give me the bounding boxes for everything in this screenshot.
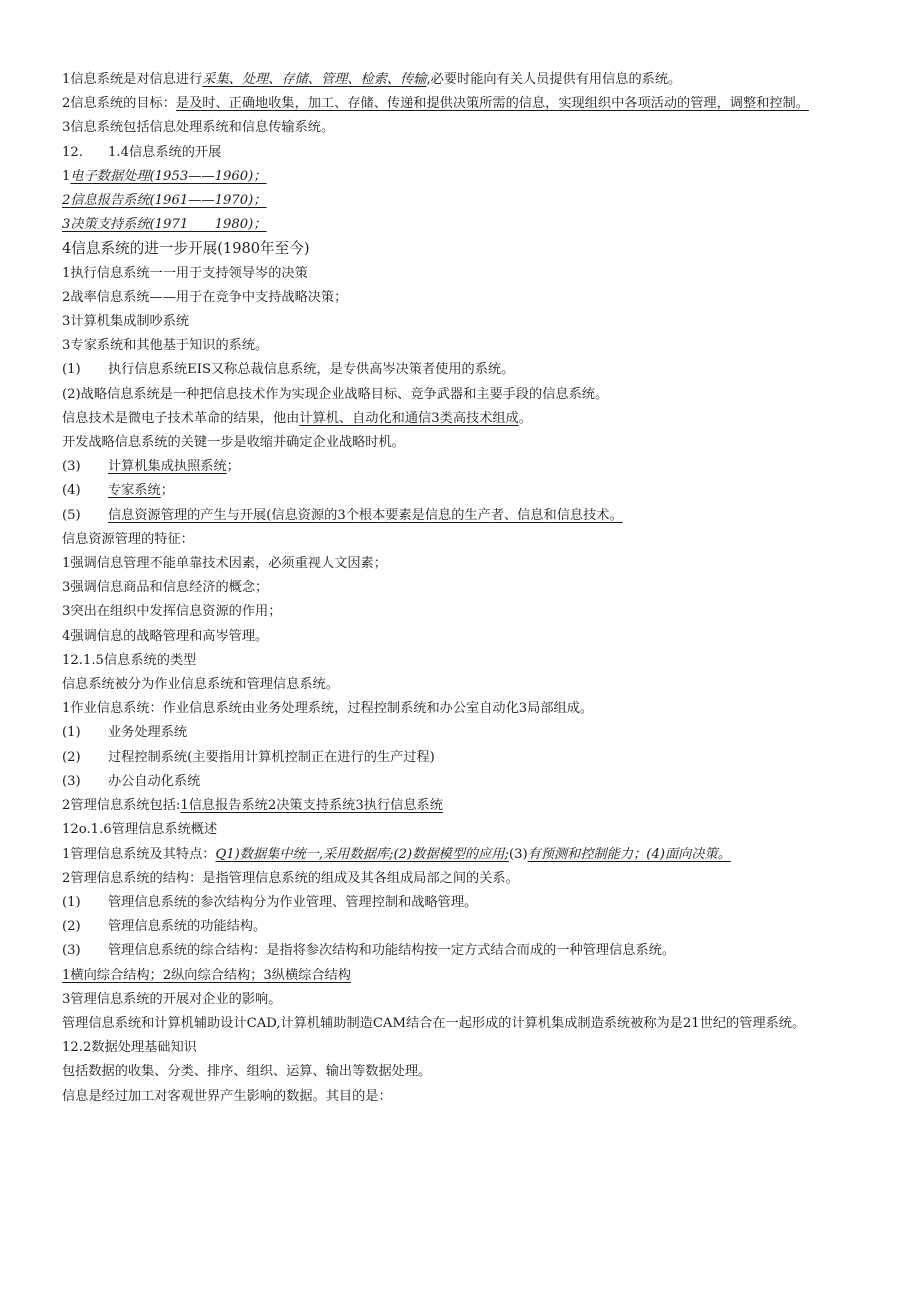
line-21: 1强调信息管理不能单靠技术因素，必须重视人文因素； [62, 556, 387, 572]
line-38: 1横向综合结构；2纵向综合结构；3纵横综合结构 [62, 967, 351, 983]
line-42: 包括数据的收集、分类、排序、组织、运算、输出等数据处理。 [62, 1064, 432, 1080]
line-further-dev: 4信息系统的进一步开展(1980年至今) [62, 240, 310, 258]
line-15: 信息技术是微电子技术革命的结果，他由计算机、自动化和通信3类高技术组成。 [62, 410, 532, 426]
line-20: 信息资源管理的特征： [62, 531, 194, 547]
section-heading-2: 12.2数据处理基础知识 [62, 1040, 197, 1056]
line-11: 3计算机集成制吵系统 [62, 314, 190, 330]
line-17: (3) 计算机集成执照系统； [62, 459, 240, 475]
section-heading-1-4: 12. 1.4信息系统的开展 [62, 144, 222, 160]
line-30: (3) 办公自动化系统 [62, 773, 201, 789]
line-dss: 3决策支持系统(1971 1980)； [62, 217, 267, 233]
line-3: 3信息系统包括信息处理系统和信息传输系统。 [62, 120, 335, 136]
line-35: (1) 管理信息系统的参次结构分为作业管理、管理控制和战略管理。 [62, 894, 478, 910]
line-40: 管理信息系统和计算机辅助设计CAD,计算机辅助制造CAM结合在一起形成的计算机集成制造系统被称为是21世纪的管理系统。 [62, 1015, 806, 1031]
line-27: 1作业信息系统：作业信息系统由业务处理系统，过程控制系统和办公室自动化3局部组成。 [62, 701, 594, 717]
line-43: 信息是经过加工对客观世界产生影响的数据。其目的是： [62, 1088, 392, 1104]
line-2: 2信息系统的目标：是及时、正确地收集，加工、存储、传递和提供决策所需的信息，实现组织中各项活动的管理，调整和控制。 [62, 96, 809, 112]
section-heading-1-5: 12.1.5信息系统的类型 [62, 652, 197, 668]
line-9: 1执行信息系统一一用于支持领导岑的决策 [62, 265, 308, 281]
line-28: (1) 业务处理系统 [62, 725, 188, 741]
line-33: 1管理信息系统及其特点：Q1)数据集中统一,采用数据库;(2)数据模型的应用;(3)有预测和控制能力；(4)面向决策。 [62, 846, 731, 862]
line-39: 3管理信息系统的开展对企业的影响。 [62, 991, 282, 1007]
line-18: (4) 专家系统； [62, 483, 174, 499]
line-37: (3) 管理信息系统的综合结构：是指将参次结构和功能结构按一定方式结合而成的一种管理信息系统。 [62, 943, 676, 959]
line-14: (2)战略信息系统是一种把信息技术作为实现企业战略目标、竞争武器和主要手段的信息系统。 [62, 386, 609, 402]
line-29: (2) 过程控制系统(主要指用计算机控制正在进行的生产过程) [62, 749, 435, 765]
line-24: 4强调信息的战略管理和高岑管理。 [62, 628, 269, 644]
line-19: (5) 信息资源管理的产生与开展(信息资源的3个根本要素是信息的生产者、信息和信息技术。 [62, 507, 623, 523]
line-34: 2管理信息系统的结构：是指管理信息系统的组成及其各组成局部之间的关系。 [62, 870, 519, 886]
line-23: 3突出在组织中发挥信息资源的作用； [62, 604, 282, 620]
line-mrs: 2信息报告系统(1961——1970)； [62, 193, 267, 209]
line-26: 信息系统被分为作业信息系统和管理信息系统。 [62, 677, 339, 693]
line-1: 1信息系统是对信息进行采集、处理、存储、管理、检索、传输,必要时能向有关人员提供有用信息的系统。 [62, 72, 682, 87]
line-16: 开发战略信息系统的关键一步是收缩并确定企业战略时机。 [62, 435, 405, 451]
line-10: 2战率信息系统——用于在竞争中支持战略决策； [62, 289, 348, 305]
line-13: (1) 执行信息系统EIS又称总裁信息系统，是专供高岑决策者使用的系统。 [62, 362, 515, 378]
line-edp: 1电子数据处理(1953——1960)； [62, 168, 267, 184]
line-12: 3专家系统和其他基于知识的系统。 [62, 338, 269, 354]
document-page [62, 68, 862, 1109]
line-36: (2) 管理信息系统的功能结构。 [62, 919, 267, 935]
section-heading-1-6: 12o.1.6管理信息系统概述 [62, 822, 218, 838]
line-22: 3强调信息商品和信息经济的概念； [62, 580, 269, 596]
line-31: 2管理信息系统包括:1信息报告系统2决策支持系统3执行信息系统 [62, 798, 443, 814]
